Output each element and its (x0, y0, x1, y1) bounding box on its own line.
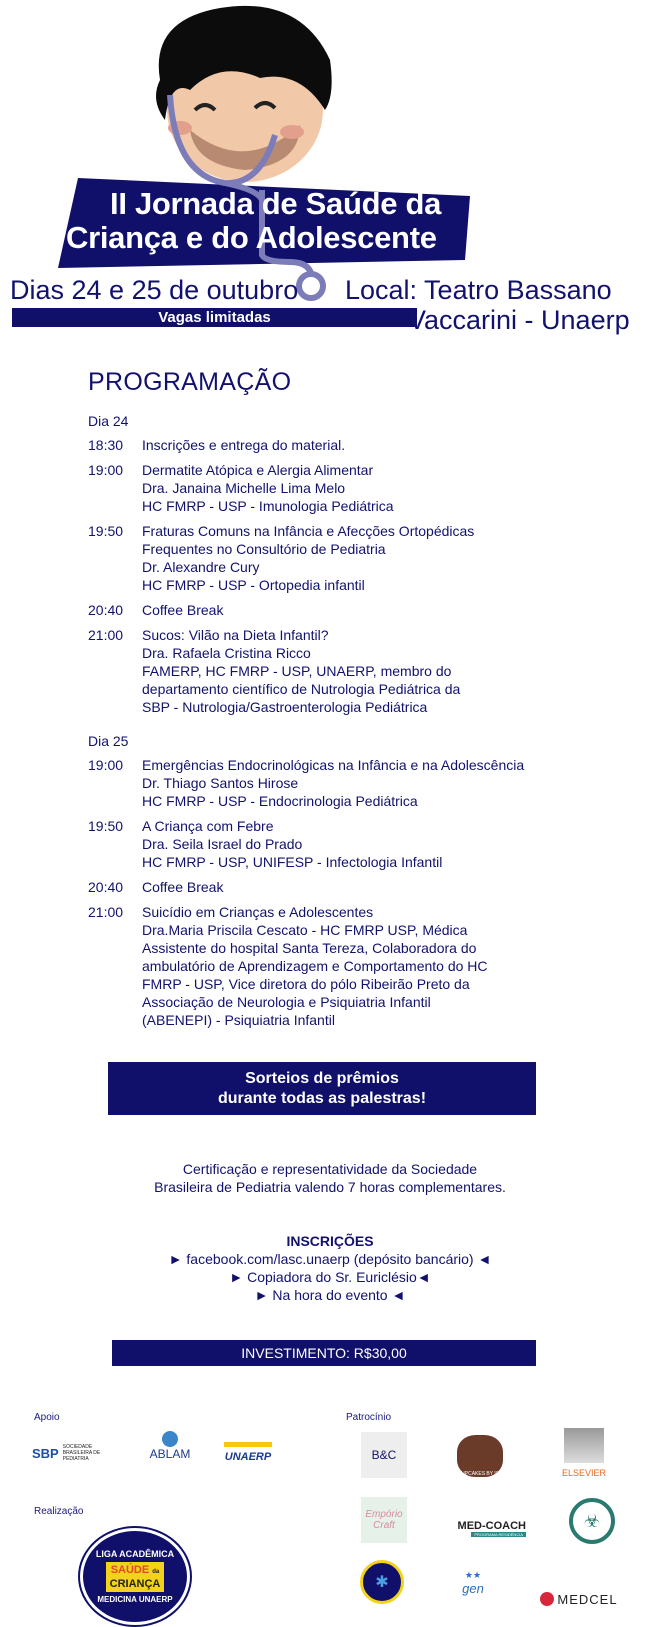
schedule-item (88, 817, 558, 871)
schedule-time: 19:00 (88, 462, 124, 478)
schedule-time: 21:00 (88, 904, 124, 920)
event-location (345, 275, 630, 335)
schedule-item (88, 878, 558, 896)
med-coach-logo (448, 1515, 526, 1541)
schedule-description (142, 903, 488, 1029)
schedule-line: Dermatite Atópica e Alergia Alimentar (142, 462, 374, 478)
schedule-item (88, 436, 558, 454)
schedule-line: Dr. Alexandre Cury (142, 559, 260, 575)
registration-section (100, 1232, 560, 1304)
cert-line2: Brasileira de Pediatria valendo 7 horas complementares. (154, 1179, 506, 1195)
saude-crianca-badge (106, 1562, 165, 1592)
schedule-line: Sucos: Vilão na Dieta Infantil? (142, 627, 329, 643)
ablam-logo (149, 1425, 191, 1467)
registration-title: INSCRIÇÕES (286, 1233, 374, 1249)
realizacao-label: Realização (34, 1506, 84, 1517)
schedule-line: HC FMRP - USP - Endocrinologia Pediátrica (142, 793, 418, 809)
schedule-line: departamento científico de Nutrologia Pediátrica da (142, 681, 461, 697)
schedule-line: Inscrições e entrega do material. (142, 437, 346, 453)
day-label: Dia 24 (88, 413, 129, 429)
da-text: da (152, 1569, 160, 1575)
schedule-description (142, 756, 524, 810)
crianca-text: CRIANÇA (109, 1578, 161, 1590)
schedule-line: Frequentes no Consultório de Pediatria (142, 541, 386, 557)
schedule-item (88, 522, 558, 594)
program-schedule (88, 412, 558, 1036)
globe-icon (162, 1431, 178, 1447)
sbp-logo (32, 1435, 127, 1471)
schedule-item (88, 903, 558, 1029)
program-title: PROGRAMAÇÃO (88, 368, 292, 396)
investment-price: INVESTIMENTO: R$30,00 (112, 1340, 536, 1366)
schedule-description (142, 601, 223, 619)
schedule-time: 21:00 (88, 627, 124, 643)
sbp-logo-subtitle: SOCIEDADE BRASILEIRA DE PEDIATRIA (62, 1444, 101, 1462)
schedule-line: Associação de Neurologia e Psiquiatria Infantil (142, 994, 431, 1010)
schedule-line: HC FMRP - USP, UNIFESP - Infectologia Infantil (142, 854, 443, 870)
stars-icon: ★★ (464, 1570, 482, 1580)
schedule-time: 20:40 (88, 602, 124, 618)
liga-academica-logo (80, 1528, 190, 1625)
emergency-league-logo (360, 1560, 404, 1604)
banner-line1: Sorteios de prêmios (245, 1070, 399, 1087)
schedule-line: SBP - Nutrologia/Gastroenterologia Pediátrica (142, 699, 428, 715)
schedule-time: 19:00 (88, 757, 124, 773)
cert-line1: Certificação e representatividade da Sociedade (182, 1161, 478, 1177)
day-label: Dia 25 (88, 733, 129, 749)
schedule-item (88, 601, 558, 619)
schedule-item (88, 461, 558, 515)
schedule-item (88, 626, 558, 716)
location-line2: Vaccarini - Unaerp (408, 305, 630, 335)
medcel-icon (540, 1592, 554, 1606)
prize-banner (108, 1062, 536, 1115)
med-coach-subtitle: PROGRAMA RESIDÊNCIA (471, 1532, 526, 1537)
schedule-description (142, 522, 474, 594)
gen-logo (455, 1555, 491, 1611)
schedule-line: Dra. Rafaela Cristina Ricco (142, 645, 311, 661)
unaerp-logo: UNAERP (224, 1442, 272, 1466)
registration-option-facebook[interactable]: ► facebook.com/lasc.unaerp (depósito bancário) ◄ (168, 1251, 492, 1267)
schedule-line: FMRP - USP, Vice diretora do pólo Ribeirão Preto da (142, 976, 470, 992)
vagas-limitadas-label: Vagas limitadas (12, 308, 417, 327)
star-of-life-icon: ✱ (375, 1574, 389, 1591)
liga-bottom-text: MEDICINA UNAERP (97, 1595, 173, 1604)
event-title-line2: Criança e do Adolescente (66, 220, 437, 255)
schedule-line: HC FMRP - USP - Ortopedia infantil (142, 577, 365, 593)
schedule-line: Coffee Break (142, 602, 224, 618)
schedule-line: Assistente do hospital Santa Tereza, Colaboradora do (142, 940, 477, 956)
schedule-line: Emergências Endocrinológicas na Infância e na Adolescência (142, 757, 525, 773)
schedule-line: (ABENEPI) - Psiquiatria Infantil (142, 1012, 335, 1028)
schedule-line: Fraturas Comuns na Infância e Afecções Ortopédicas (142, 523, 475, 539)
apoio-label: Apoio (34, 1412, 60, 1423)
event-title-line1: II Jornada de Saúde da (110, 186, 442, 221)
schedule-description (142, 878, 223, 896)
liga-top-text: LIGA ACADÊMICA (95, 1549, 175, 1559)
saude-text: SAÚDE (110, 1564, 150, 1576)
emporio-craft-logo: Empório Craft (361, 1497, 407, 1543)
event-dates: Dias 24 e 25 de outubro (10, 275, 299, 305)
cupcakes-logo: CUPCAKES BY ISA (457, 1435, 503, 1477)
location-line1: Local: Teatro Bassano (345, 275, 612, 305)
schedule-line: Suicídio em Crianças e Adolescentes (142, 904, 374, 920)
schedule-description (142, 626, 460, 716)
ablam-logo-text: ABLAM (149, 1447, 191, 1461)
schedule-line: FAMERP, HC FMRP - USP, UNAERP, membro do (142, 663, 452, 679)
sbp-logo-text: SBP (32, 1445, 59, 1461)
medcel-logo (538, 1590, 620, 1608)
biohazard-icon: ☣ (583, 1510, 601, 1531)
schedule-description (142, 461, 394, 515)
patrocinio-label: Patrocínio (346, 1412, 392, 1423)
schedule-line: Coffee Break (142, 879, 224, 895)
registration-option-evento: ► Na hora do evento ◄ (254, 1287, 406, 1303)
schedule-time: 20:40 (88, 879, 124, 895)
schedule-time: 19:50 (88, 818, 124, 834)
registration-option-copiadora: ► Copiadora do Sr. Euriclésio◄ (229, 1269, 431, 1285)
schedule-line: A Criança com Febre (142, 818, 274, 834)
schedule-time: 18:30 (88, 437, 124, 453)
schedule-time: 19:50 (88, 523, 124, 539)
schedule-item (88, 756, 558, 810)
gen-logo-text: gen (462, 1581, 484, 1596)
schedule-line: Dr. Thiago Santos Hirose (142, 775, 299, 791)
bc-logo: B&C (361, 1432, 407, 1478)
schedule-line: Dra. Janaina Michelle Lima Melo (142, 480, 346, 496)
elsevier-logo: ELSEVIER (564, 1428, 604, 1478)
schedule-line: ambulatório de Aprendizagem e Comportamento do HC (142, 958, 488, 974)
certification-note (100, 1160, 560, 1196)
schedule-line: Dra.Maria Priscila Cescato - HC FMRP USP, Médica (142, 922, 468, 938)
medcel-logo-text: MEDCEL (557, 1591, 618, 1607)
biohazard-league-logo (569, 1498, 615, 1544)
schedule-description (142, 436, 345, 454)
schedule-line: HC FMRP - USP - Imunologia Pediátrica (142, 498, 394, 514)
banner-line2: durante todas as palestras! (217, 1090, 427, 1107)
schedule-description (142, 817, 442, 871)
schedule-line: Dra. Seila Israel do Prado (142, 836, 303, 852)
med-coach-text: MED-COACH (457, 1519, 526, 1532)
